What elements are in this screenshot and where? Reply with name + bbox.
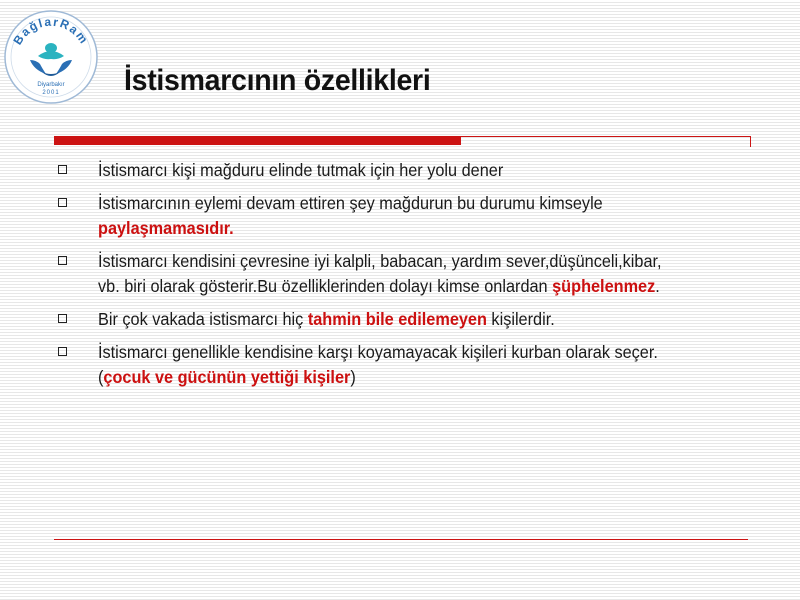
square-bullet-icon: [58, 347, 67, 356]
bullet-line: [98, 216, 710, 241]
bullet-text: İstismarcı kişi mağduru elinde tutmak için her yolu dener: [98, 160, 504, 180]
bullet-text: ): [350, 367, 356, 387]
bullet-text: Bir çok vakada istismarcı hiç: [98, 309, 308, 329]
highlighted-text: şüphelenmez: [552, 276, 656, 296]
baglar-ram-logo: [2, 8, 100, 106]
square-bullet-icon: [58, 165, 67, 174]
bullet-item: [56, 158, 756, 183]
square-bullet-icon: [58, 256, 67, 265]
title-rule-thick: [54, 136, 461, 145]
square-bullet-icon: [58, 198, 67, 207]
footer-rule: [54, 539, 748, 540]
bullet-line: [98, 158, 710, 183]
highlighted-text: paylaşmamasıdır.: [98, 218, 234, 238]
bullet-text: kişilerdir.: [486, 309, 555, 329]
bullet-text: İstismarcının eylemi devam ettiren şey mağdurun bu durumu kimseyle: [98, 193, 603, 213]
bullet-item: [56, 191, 756, 241]
bullet-line: [98, 274, 710, 299]
bullet-line: [98, 191, 710, 216]
title-rule-thin: [461, 136, 751, 137]
highlighted-text: tahmin bile edilemeyen: [307, 309, 487, 329]
bullet-item: [56, 307, 756, 332]
square-bullet-icon: [58, 314, 67, 323]
highlighted-text: çocuk ve gücünün yettiği kişiler: [103, 367, 351, 387]
bullet-item: [56, 340, 756, 390]
bullet-text: (: [98, 367, 104, 387]
bullet-line: [98, 249, 710, 274]
bullet-text: .: [655, 276, 660, 296]
bullet-text: İstismarcı kendisini çevresine iyi kalpli, babacan, yardım sever,düşünceli,kibar,: [98, 251, 662, 271]
bullet-item: [56, 249, 756, 299]
slide-title: İstismarcının özellikleri: [124, 64, 431, 97]
logo-year: 2001: [42, 90, 60, 96]
logo-ring-text: BağlarRam: [10, 14, 92, 48]
logo-inner-text: Diyarbakır: [37, 82, 65, 88]
bullet-text: İstismarcı genellikle kendisine karşı koyamayacak kişileri kurban olarak seçer.: [98, 342, 658, 362]
bullet-line: [98, 307, 710, 332]
bullet-list: [56, 158, 756, 398]
bullet-line: [98, 365, 710, 390]
bullet-line: [98, 340, 710, 365]
title-rule-tick: [750, 137, 751, 147]
bullet-text: vb. biri olarak gösterir.Bu özelliklerinden dolayı kimse onlardan: [98, 276, 553, 296]
logo-emblem-icon: [2, 8, 100, 106]
